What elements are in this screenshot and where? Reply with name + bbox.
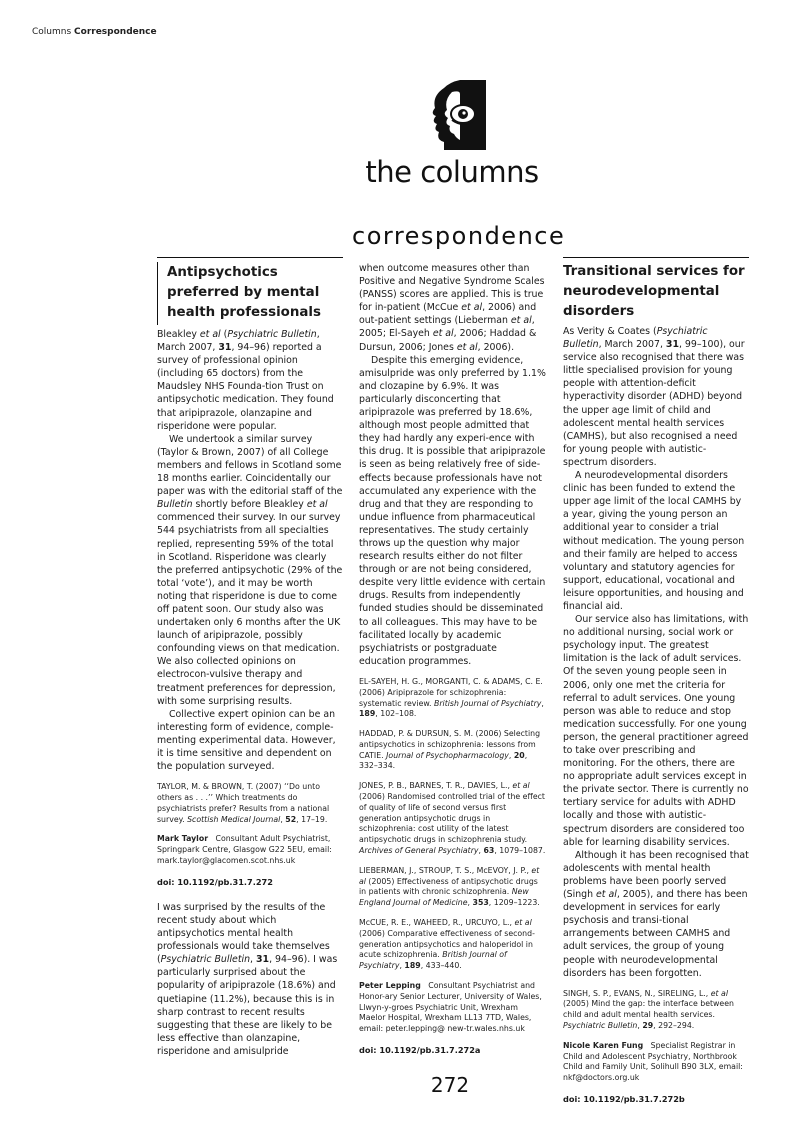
author-block bbox=[157, 834, 343, 866]
article-1-title: Antipsychotics preferred by mental health professionals bbox=[167, 265, 321, 320]
column-rule-1 bbox=[157, 257, 343, 258]
running-head bbox=[32, 27, 157, 37]
article-2-paragraph: Despite this emerging evidence, amisulpride was only preferred by 1.1% and clozapine by 6.9%. It was particularly disconcerting that aripiprazole was preferred by 18.6%, although most people admitted that they had hardly any experi-ence with this drug. It is possible that aripiprazole is seen as being relatively free of side-effects because professionals have not accumulated any experience with the drug and that they are responding to undue influence from pharmaceutical representatives. The study certainly throws up the question why major research results either do not filter through or are not being considered, despite very little evidence with certain drugs. Results from independently funded studies should be disseminated to all colleagues. This may have to be facilitated locally by academic psychiatrists or postgraduate education programmes. bbox=[359, 354, 546, 667]
author-name: Peter Lepping bbox=[359, 981, 421, 991]
article-3-paragraph: Although it has been recognised that adolescents with mental health problems have been poorly served (Singh et al, 2005), and there has been development in services for early psychosis and transi-tional arrangements between CAMHS and adult services, the group of young people with neurodevelopmental disorders has been forgotten. bbox=[563, 849, 749, 979]
article-1-paragraph: Collective expert opinion can be an interesting form of evidence, comple-menting experimental data. However, it is time sensitive and dependent on the population surveyed. bbox=[157, 708, 336, 773]
reference: LIEBERMAN, J., STROUP, T. S., McEVOY, J. P., et al (2005) Effectiveness of antipsychotic drugs in patients with chronic schizophrenia. New England Journal of Medicine, 353, 1209–1223. bbox=[359, 865, 540, 908]
doi[interactable]: doi: 10.1192/pb.31.7.272 bbox=[157, 876, 273, 887]
running-head-subsection: Correspondence bbox=[74, 27, 157, 37]
column-1 bbox=[157, 262, 343, 1058]
article-3-heading-box bbox=[563, 262, 749, 322]
columns-logo-icon bbox=[430, 80, 486, 150]
column-rule-3 bbox=[563, 257, 749, 258]
masthead-subtitle: correspondence bbox=[352, 222, 566, 250]
masthead-title: the columns bbox=[365, 155, 539, 189]
reference: McCUE, R. E., WAHEED, R., URCUYO, L., et al (2006) Comparative effectiveness of second-generation antipsychotics and haloperidol in acute schizophrenia. British Journal of Psychiatry, 189, 433–440. bbox=[359, 918, 535, 971]
author-name: Mark Taylor bbox=[157, 834, 209, 844]
article-3-paragraph: A neurodevelopmental disorders clinic has been funded to extend the upper age limit of the local CAMHS by a year, giving the young person an additional year to consider a trial without medication. The young person and their family are helped to access voluntary and statutory agencies for support, educational, vocational and leisure opportunities, and housing and financial aid. bbox=[563, 470, 745, 612]
author-address: Consultant Psychiatrist and Honor-ary Senior Lecturer, University of Wales, Llwyn-y-groes Psychiatric Unit, Wrexham Maelor Hospital, Wrexham LL13 7TD, Wales, email: peter.lepping@ new-tr.wales.nhs.uk bbox=[359, 981, 542, 1034]
author-block bbox=[359, 981, 546, 1035]
author-name: Nicole Karen Fung bbox=[563, 1040, 644, 1050]
article-1-paragraph: We undertook a similar survey (Taylor & Brown, 2007) of all College members and fellows in Scotland some 18 months earlier. Coincidentally our paper was with the editorial staff of the Bulletin shortly before Bleakley et al commenced their survey. In our survey 544 psychiatrists from all specialties replied, representing 59% of the total in Scotland. Risperidone was clearly the preferred antipsychotic (29% of the total ‘vote’), and it may be worth noting that risperidone is due to come off patent soon. Our study also was undertaken only 6 months after the UK launch of aripiprazole, possibly confounding views on that medication. We also collected opinions on electrocon-vulsive therapy and treatment preferences for depression, with some surprising results. bbox=[157, 433, 343, 707]
column-3 bbox=[563, 262, 749, 1118]
article-2-paragraph: I was surprised by the results of the recent study about which antipsychotics mental health professionals would take themselves (Psychiatric Bulletin, 31, 94–96). I was particularly surprised about the popularity of aripiprazole (18.6%) and quetiapine (11.2%), because this is in sharp contrast to recent results suggesting that these are likely to be less effective than olanzapine, risperidone and amisulpride bbox=[157, 901, 338, 1057]
article-3-paragraph: Our service also has limitations, with no additional nursing, social work or psychology input. The greatest limitation is the lack of adult services. Of the seven young people seen in 2006, only one met the criteria for referral to adult services. One young person was able to reduce and stop medication successfully. For one young person, the general practitioner agreed to take over prescribing and monitoring. For the others, there are no appropriate adult services except in the private sector. There is currently no tertiary service for adults with ADHD locally and those with autistic-spectrum disorders are considered too able for learning disability services. bbox=[563, 614, 749, 848]
author-block bbox=[563, 1041, 749, 1084]
article-1-paragraph: Bleakley et al (Psychiatric Bulletin, March 2007, 31, 94–96) reported a survey of professional opinion (including 65 doctors) from the Maudsley NHS Founda-tion Trust on antipsychotic medication. They found that aripiprazole, olanzapine and risperidone were popular. bbox=[157, 329, 334, 432]
author-address: Specialist Registrar in Child and Adolescent Psychiatry, Northbrook Child and Family Unit, Solihull B90 3LX, email: nkf@doctors.org.uk bbox=[563, 1040, 743, 1083]
doi[interactable]: doi: 10.1192/pb.31.7.272b bbox=[563, 1094, 685, 1105]
article-1-heading-box bbox=[157, 262, 343, 325]
running-head-section: Columns bbox=[32, 27, 72, 37]
article-2-paragraph: when outcome measures other than Positive and Negative Syndrome Scales (PANSS) scores are applied. This is true for in-patient (McCue et al, 2006) and out-patient settings (Lieberman et al, 2005; El-Sayeh et al, 2006; Haddad & Dursun, 2006; Jones et al, 2006). bbox=[359, 263, 545, 353]
reference: TAYLOR, M. & BROWN, T. (2007) ‘‘Do unto others as . . .’’ Which treatments do psychiatrists prefer? Results from a national survey. Scottish Medical Journal, 52, 17–19. bbox=[157, 782, 330, 824]
doi[interactable]: doi: 10.1192/pb.31.7.272a bbox=[359, 1045, 481, 1056]
article-3-paragraph: As Verity & Coates (Psychiatric Bulletin, March 2007, 31, 99–100), our service also recognised that there was little specialised provision for young people with attention-deficit hyperactivity disorder (ADHD) beyond the upper age limit of child and adolescent mental health services (CAMHS), but also recognised a need for young people with autistic-spectrum disorders. bbox=[563, 326, 745, 468]
author-address: Consultant Adult Psychiatrist, Springpark Centre, Glasgow G22 5EU, email: mark.taylor@glacomen.scot.nhs.uk bbox=[157, 834, 332, 865]
article-3-title: Transitional services for neurodevelopmental disorders bbox=[563, 264, 745, 319]
reference: JONES, P. B., BARNES, T. R., DAVIES, L., et al (2006) Randomised controlled trial of the effect of quality of life of second versus first generation antipsychotic drugs in schizophrenia: cost utility of the latest antipsychotic drugs in schizophrenia study. Archives of General Psychiatry, 63, 1079–1087. bbox=[359, 781, 546, 856]
reference: HADDAD, P. & DURSUN, S. M. (2006) Selecting antipsychotics in schizophrenia: lessons from CATIE. Journal of Psychopharmacology, 20, 332–334. bbox=[359, 729, 541, 771]
page-number: 272 bbox=[430, 1073, 470, 1097]
reference: EL-SAYEH, H. G., MORGANTI, C. & ADAMS, C. E. (2006) Aripiprazole for schizophrenia: systematic review. British Journal of Psychiatry, 189, 102–108. bbox=[359, 676, 544, 719]
column-2 bbox=[359, 262, 546, 1069]
reference: SINGH, S. P., EVANS, N., SIRELING, L., et al (2005) Mind the gap: the interface between child and adult mental health services. Psychiatric Bulletin, 29, 292–294. bbox=[563, 988, 734, 1031]
